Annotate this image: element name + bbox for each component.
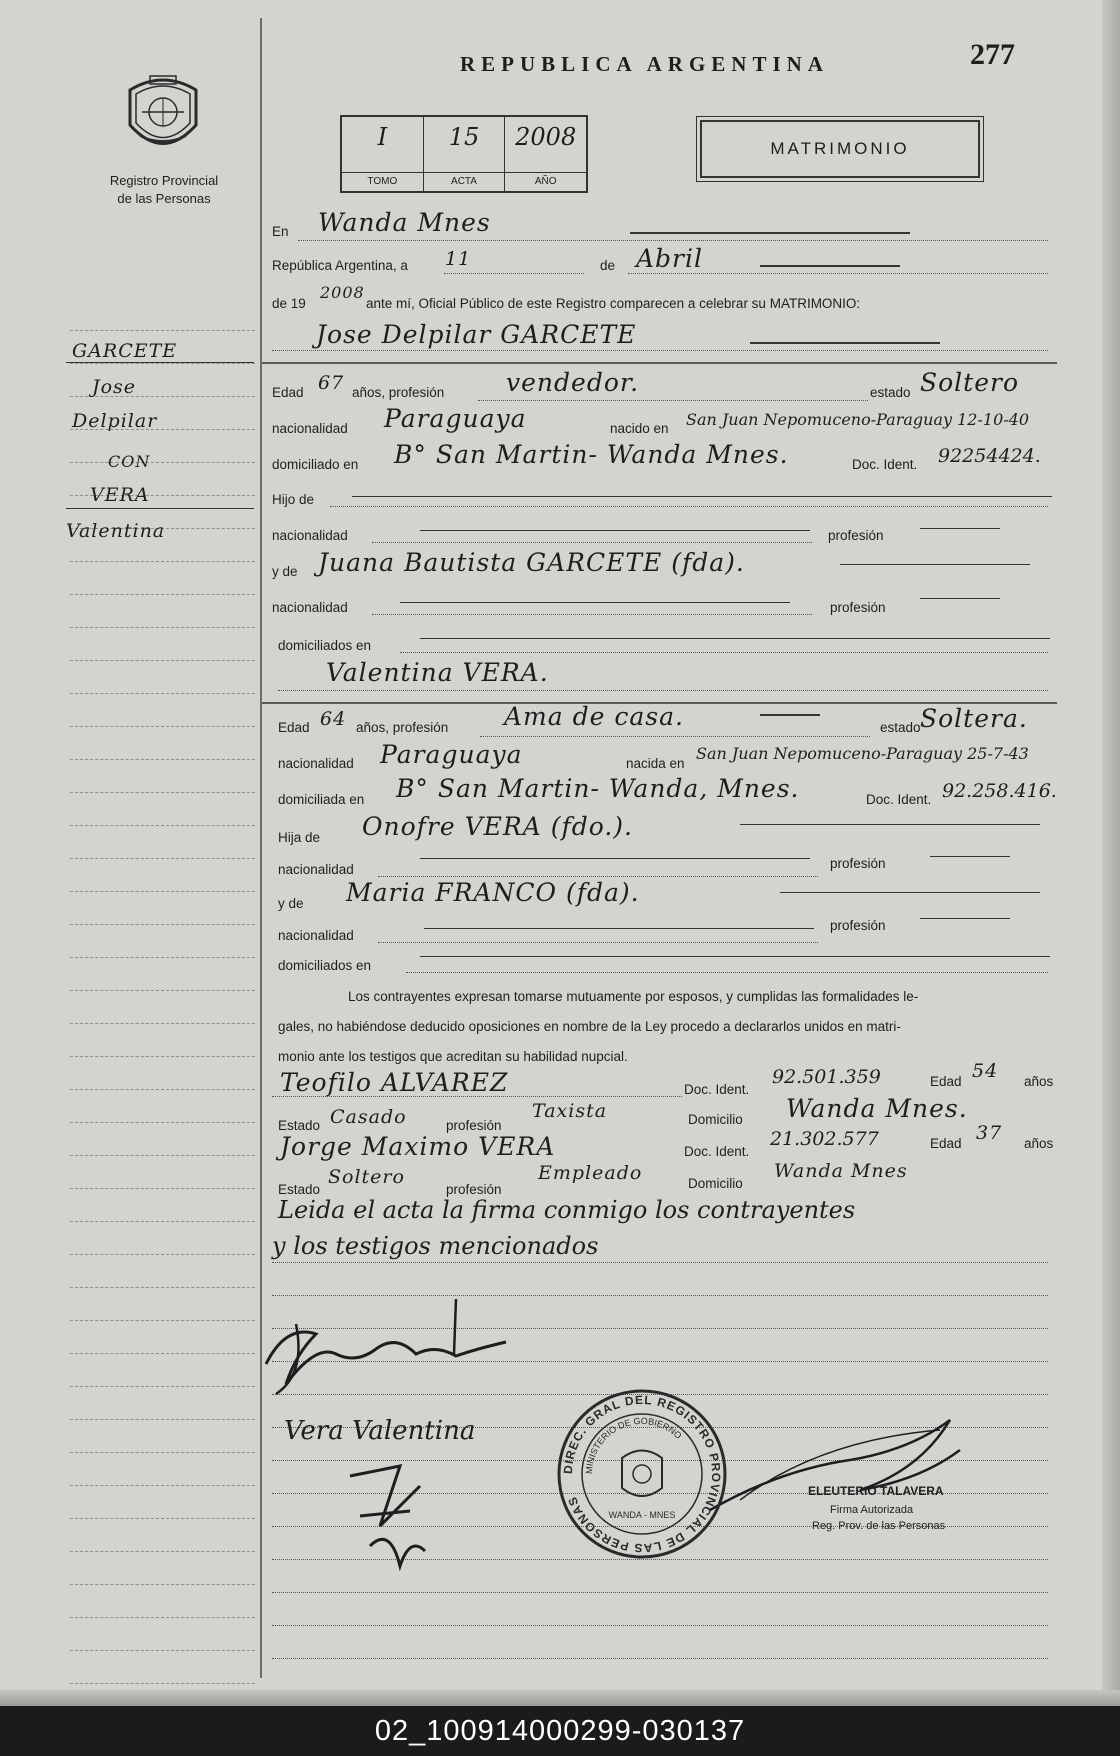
domiciliada-label: domiciliada en — [278, 792, 365, 807]
estado-label: Estado — [278, 1118, 321, 1133]
declaration-line: monio ante los testigos que acreditan su habilidad nupcial. — [278, 1049, 628, 1064]
margin-rule — [70, 1584, 255, 1585]
groom-estado: Soltero — [920, 368, 1020, 397]
scan-id-footer: 02_100914000299-030137 — [374, 1715, 746, 1747]
witness2-name: Jorge Maximo VERA — [280, 1132, 556, 1161]
anios-profesion-label: años, profesión — [352, 385, 445, 400]
nacido-label: nacido en — [610, 421, 669, 436]
margin-rule — [70, 363, 255, 364]
registro-provincial-label: Registro Provincial de las Personas — [109, 173, 219, 206]
profesion2-label: profesión — [830, 600, 886, 615]
margin-rule — [70, 891, 255, 892]
fill-line — [330, 506, 1048, 507]
page-number: 277 — [970, 38, 1015, 71]
dash-filler — [920, 528, 1000, 529]
doc-label: Doc. Ident. — [684, 1082, 750, 1097]
nacionalidad1-label: nacionalidad — [278, 862, 354, 877]
domiciliado-label: domiciliado en — [272, 457, 359, 472]
profesion-label: profesión — [446, 1182, 502, 1197]
domicilio-label: Domicilio — [688, 1176, 743, 1191]
margin-rule — [70, 1254, 255, 1255]
fill-line — [298, 240, 1048, 241]
groom-nacionalidad: Paraguaya — [384, 404, 527, 433]
edad-label: Edad — [272, 385, 304, 400]
margin-rule — [70, 1617, 255, 1618]
de-label: de — [600, 258, 616, 273]
body-rule — [272, 1625, 1048, 1626]
edad-label: Edad — [930, 1136, 962, 1151]
fill-line — [378, 876, 818, 877]
witness1-doc: 92.501.359 — [772, 1066, 881, 1088]
groom-edad: 67 — [318, 372, 345, 394]
section-rule — [262, 362, 1057, 364]
dash-filler — [400, 602, 790, 603]
dash-filler — [630, 232, 910, 234]
document-title: REPUBLICA ARGENTINA — [460, 52, 829, 76]
margin-divider — [260, 18, 262, 1678]
stamp-ring-text: DIREC. GRAL DEL REGISTRO PROVINCIAL DE LAS PERSONAS — [560, 1392, 724, 1556]
profesion2-label: profesión — [830, 918, 886, 933]
nacionalidad-label: nacionalidad — [272, 421, 348, 436]
acta-value: 15 — [448, 123, 480, 151]
profesion1-label: profesión — [828, 528, 884, 543]
page-edge-bottom — [0, 1690, 1120, 1706]
anio-value: 2008 — [515, 123, 577, 151]
groom-profesion: vendedor. — [506, 368, 640, 397]
margin-rule — [70, 1650, 255, 1651]
estado-label: estado — [870, 385, 911, 400]
margin-rule — [70, 924, 255, 925]
month-value: Abril — [636, 244, 703, 273]
page-edge — [1102, 0, 1120, 1706]
body-rule — [272, 1262, 1048, 1263]
groom-signature-icon — [256, 1294, 516, 1404]
dash-filler — [420, 638, 1050, 639]
tomo-label: TOMO — [342, 172, 423, 191]
estado-label: estado — [880, 720, 921, 735]
bride-padre: Onofre VERA (fdo.). — [362, 812, 633, 841]
declaration-line: gales, no habiéndose deducido oposiciones en nombre de la Ley procedo a declararlos unidos en matri- — [278, 1019, 901, 1034]
dash-filler — [420, 530, 810, 531]
fill-line — [272, 1096, 682, 1097]
margin-rule — [70, 1122, 255, 1123]
declaration-text — [278, 982, 1058, 1072]
matrimonio-box: MATRIMONIO — [700, 120, 980, 178]
margin-line: VERA — [90, 484, 150, 506]
witness1-name: Teofilo ALVAREZ — [280, 1068, 509, 1097]
profesion-label: profesión — [446, 1118, 502, 1133]
fill-line — [628, 273, 1048, 274]
margin-rule — [70, 1155, 255, 1156]
doc-label: Doc. Ident. — [866, 792, 932, 807]
margin-line: GARCETE — [72, 340, 178, 362]
witness-signature-icon — [340, 1456, 440, 1586]
y-de-label: y de — [272, 564, 298, 579]
groom-domicilio: B° San Martin- Wanda Mnes. — [394, 440, 789, 469]
margin-rule — [70, 462, 255, 463]
fill-line — [378, 942, 818, 943]
domicilio-label: Domicilio — [688, 1112, 743, 1127]
witness2-edad: 37 — [976, 1122, 1003, 1144]
margin-rule — [70, 726, 255, 727]
margin-rule — [70, 330, 255, 331]
dash-filler — [760, 265, 900, 267]
bride-madre: Maria FRANCO (fda). — [346, 878, 640, 907]
margin-rule — [70, 660, 255, 661]
margin-rule — [70, 858, 255, 859]
bride-profesion: Ama de casa. — [504, 702, 684, 731]
witness1-edad: 54 — [972, 1060, 999, 1082]
fill-line — [372, 614, 812, 615]
margin-rule — [70, 1452, 255, 1453]
doc-label: Doc. Ident. — [684, 1144, 750, 1159]
fill-line — [372, 542, 812, 543]
registry-stamp-icon — [556, 1388, 728, 1560]
margin-rule — [70, 1386, 255, 1387]
bride-edad: 64 — [320, 708, 347, 730]
fill-line — [478, 400, 868, 401]
groom-doc: 92254424. — [938, 445, 1041, 467]
margin-rule — [70, 1419, 255, 1420]
margin-rule — [70, 1551, 255, 1552]
margin-underline — [66, 508, 254, 509]
province-seal-icon — [120, 70, 206, 158]
edad-label: Edad — [930, 1074, 962, 1089]
official-role: Reg. Prov. de las Personas — [812, 1520, 946, 1532]
fill-line — [400, 652, 1048, 653]
anio-cell — [505, 117, 586, 191]
dash-filler — [920, 598, 1000, 599]
bride-signature: Vera Valentina — [284, 1416, 476, 1446]
witness2-estado: Soltero — [328, 1166, 405, 1188]
place-value: Wanda Mnes — [318, 208, 491, 237]
hijo-label: Hijo de — [272, 492, 315, 507]
profesion1-label: profesión — [830, 856, 886, 871]
domiciliados-label: domiciliados en — [278, 638, 372, 653]
bride-name: Valentina VERA. — [326, 658, 549, 687]
day-value: 11 — [445, 248, 472, 270]
tomo-cell — [342, 117, 424, 191]
bride-estado: Soltera. — [920, 704, 1028, 733]
bride-nacionalidad: Paraguaya — [380, 740, 523, 769]
edad-label: Edad — [278, 720, 310, 735]
body-rule — [272, 1592, 1048, 1593]
margin-rule — [70, 594, 255, 595]
dash-filler — [424, 928, 814, 929]
margin-line: Valentina — [66, 520, 166, 542]
stamp-inner-text: MINISTERIO DE GOBIERNO — [583, 1415, 684, 1475]
dash-filler — [760, 714, 820, 716]
margin-rule — [70, 792, 255, 793]
witness2-domicilio: Wanda Mnes — [774, 1160, 908, 1182]
margin-rule — [70, 759, 255, 760]
estado-label: Estado — [278, 1182, 321, 1197]
margin-rule — [70, 561, 255, 562]
tomo-value: I — [377, 123, 388, 151]
official-name: ELEUTERIO TALAVERA — [808, 1484, 944, 1498]
dash-filler — [750, 342, 940, 344]
bride-nacida: San Juan Nepomuceno-Paraguay 25-7-43 — [696, 744, 1029, 763]
closing-line: Leida el acta la firma conmigo los contrayentes — [278, 1196, 856, 1224]
margin-rule — [70, 693, 255, 694]
groom-nacido: San Juan Nepomuceno-Paraguay 12-10-40 — [686, 410, 1030, 429]
witness1-domicilio: Wanda Mnes. — [786, 1094, 968, 1123]
dash-filler — [780, 892, 1040, 893]
year-prefix: de 19 — [272, 296, 306, 311]
declaration-line: Los contrayentes expresan tomarse mutuamente por esposos, y cumplidas las formalidades le- — [348, 989, 919, 1004]
intro-text: ante mí, Oficial Público de este Registro comparecen a celebrar su MATRIMONIO: — [366, 296, 861, 311]
nacionalidad1-label: nacionalidad — [272, 528, 348, 543]
witness1-estado: Casado — [330, 1106, 407, 1128]
margin-rule — [70, 1683, 255, 1684]
groom-name: Jose Delpilar GARCETE — [316, 320, 637, 349]
hija-label: Hija de — [278, 830, 321, 845]
witness2-profesion: Empleado — [538, 1162, 643, 1184]
margin-rule — [70, 1518, 255, 1519]
dash-filler — [930, 856, 1010, 857]
doc-label: Doc. Ident. — [852, 457, 918, 472]
margin-rule — [70, 1188, 255, 1189]
witness2-doc: 21.302.577 — [770, 1128, 879, 1150]
fill-line — [278, 690, 1048, 691]
y-de-label: y de — [278, 896, 304, 911]
domiciliados-label: domiciliados en — [278, 958, 372, 973]
witness1-profesion: Taxista — [532, 1100, 608, 1122]
nacionalidad-label: nacionalidad — [278, 756, 354, 771]
anio-label: AÑO — [505, 172, 586, 191]
dash-filler — [920, 918, 1010, 919]
nacida-label: nacida en — [626, 756, 685, 771]
dash-filler — [740, 824, 1040, 825]
margin-rule — [70, 1221, 255, 1222]
nacionalidad2-label: nacionalidad — [278, 928, 354, 943]
margin-rule — [70, 1056, 255, 1057]
margin-rule — [70, 1089, 255, 1090]
year-value: 2008 — [320, 283, 365, 302]
stamp-place-text: WANDA - MNES — [608, 1510, 676, 1520]
margin-rule — [70, 1023, 255, 1024]
margin-rule — [70, 1287, 255, 1288]
margin-line: Delpilar — [72, 410, 158, 432]
bride-doc: 92.258.416. — [942, 780, 1057, 802]
margin-line: CON — [108, 452, 151, 471]
anios-label: años — [1024, 1074, 1054, 1089]
dash-filler — [420, 956, 1050, 957]
body-rule — [272, 1658, 1048, 1659]
margin-rule — [70, 1485, 255, 1486]
dash-filler — [420, 858, 810, 859]
official-role: Firma Autorizada — [830, 1504, 914, 1516]
margin-rule — [70, 957, 255, 958]
fill-line — [480, 736, 870, 737]
margin-rule — [70, 990, 255, 991]
closing-line: y los testigos mencionados — [272, 1232, 599, 1260]
margin-rule — [70, 1320, 255, 1321]
anios-label: años — [1024, 1136, 1054, 1151]
margin-rule — [70, 1353, 255, 1354]
dash-filler — [352, 496, 1052, 497]
fill-line — [444, 273, 584, 274]
svg-text:MINISTERIO DE GOBIERNO — [584, 1416, 684, 1474]
dash-filler — [840, 564, 1030, 565]
fill-line — [272, 350, 1048, 351]
acta-label: ACTA — [424, 172, 505, 191]
nacionalidad2-label: nacionalidad — [272, 600, 348, 615]
republica-label: República Argentina, a — [272, 258, 408, 273]
fill-line — [406, 972, 1048, 973]
margin-underline — [66, 362, 254, 363]
tomo-acta-anio-box — [340, 115, 588, 193]
margin-line: Jose — [92, 376, 137, 398]
margin-rule — [70, 627, 255, 628]
en-label: En — [272, 224, 289, 239]
groom-madre: Juana Bautista GARCETE (fda). — [318, 548, 745, 577]
margin-rule — [70, 825, 255, 826]
acta-cell — [424, 117, 506, 191]
bride-domicilio: B° San Martin- Wanda, Mnes. — [396, 774, 800, 803]
anios-profesion-label: años, profesión — [356, 720, 449, 735]
